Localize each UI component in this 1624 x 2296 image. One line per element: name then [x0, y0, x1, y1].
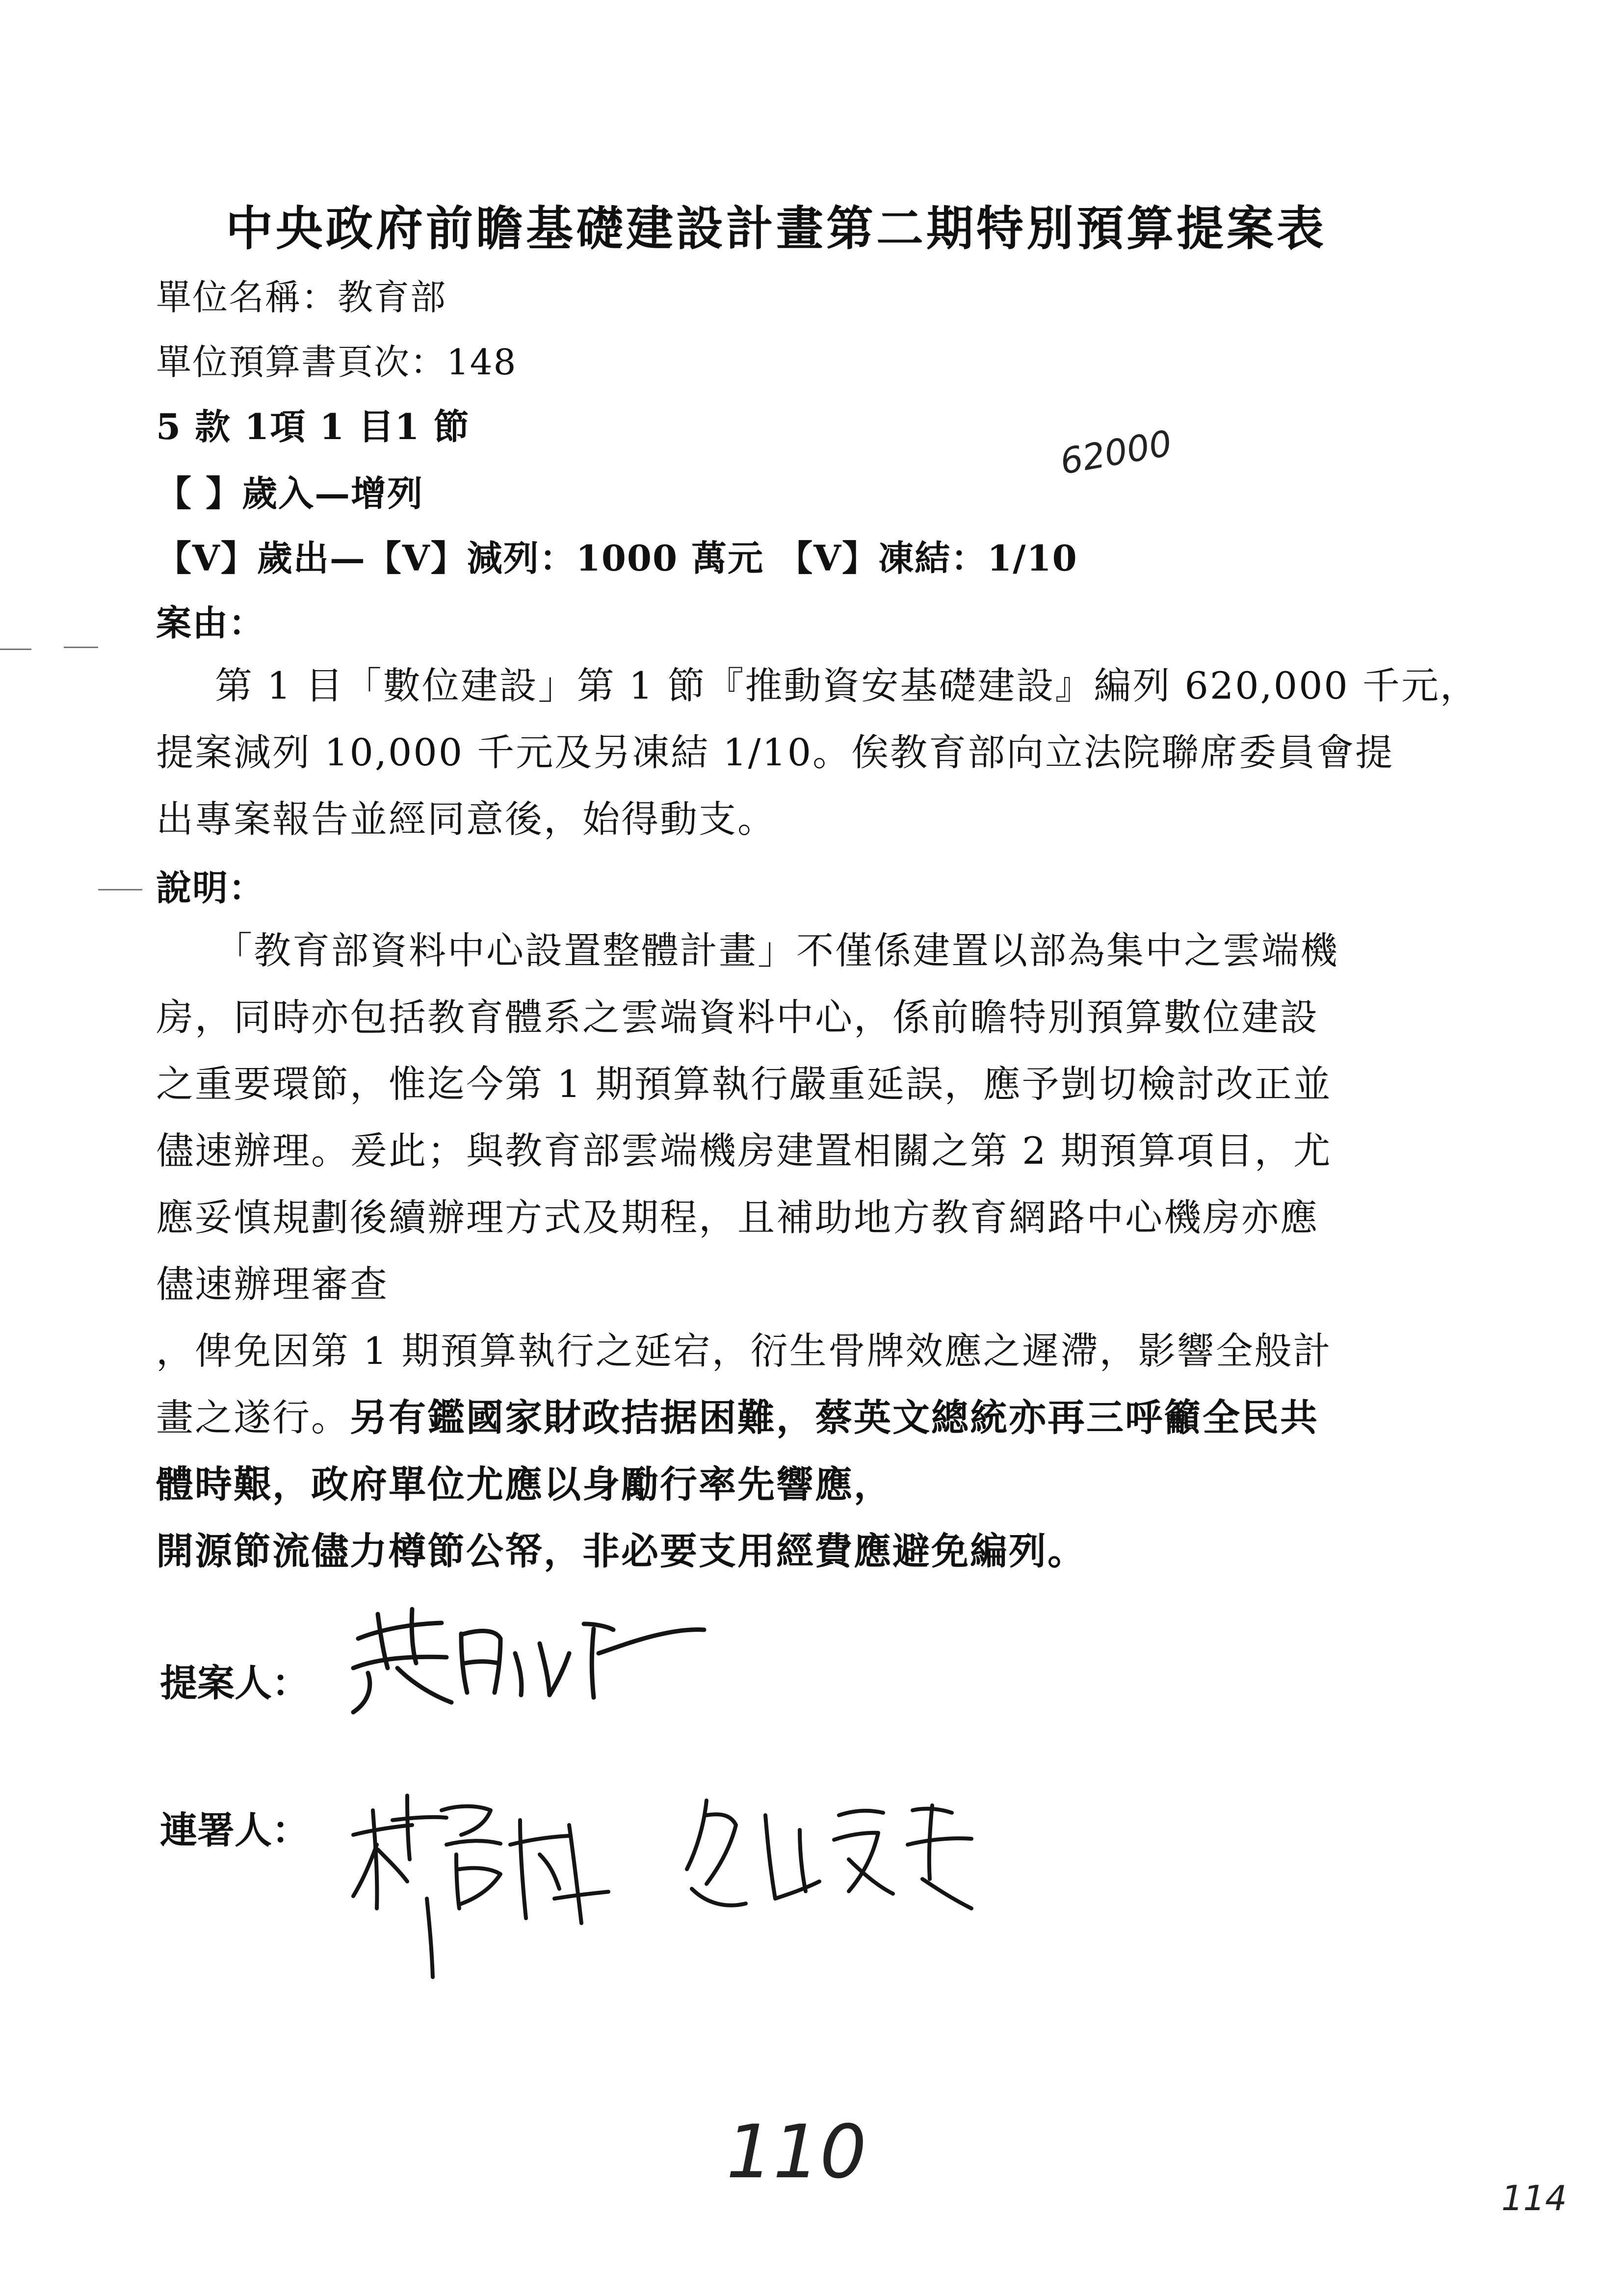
explanation-paragraph: [156, 917, 1500, 1585]
cosigner-label: 連署人：: [160, 1808, 309, 1852]
explanation-line: ，俾免因第 1 期預算執行之延宕，衍生骨牌效應之遲滯，影響全般計: [156, 1329, 1332, 1373]
explanation-bold-line: 體時艱，政府單位尤應以身勵行率先響應，: [156, 1462, 892, 1506]
reason-label: 案由：: [156, 602, 265, 644]
reason-line: 提案減列 10,000 千元及另凍結 1/10。俟教育部向立法院聯席委員會提: [156, 731, 1394, 774]
explanation-line: 儘速辦理審查: [156, 1262, 389, 1306]
cosigner-signature-2: [677, 1786, 1001, 1933]
scan-edge-mark: [64, 647, 98, 648]
reason-line: 出專案報告並經同意後，始得動支。: [156, 797, 776, 841]
explanation-line: 房，同時亦包括教育體系之雲端資料中心，係前瞻特別預算數位建設: [156, 995, 1319, 1039]
scan-edge-mark: [98, 889, 142, 890]
proposer-signature: [339, 1594, 711, 1722]
cosigner-signature-1: [343, 1776, 618, 1982]
scan-edge-mark: [0, 649, 31, 650]
expenditure-line: 【V】歲出—【V】減列：1000 萬元 【V】凍結：1/10: [156, 537, 1078, 579]
explanation-line: 畫之遂行。: [156, 1396, 350, 1439]
revenue-line: 【 】歲入—增列: [156, 472, 424, 514]
corner-number: 114: [1501, 2178, 1567, 2218]
explanation-label: 說明：: [156, 867, 265, 909]
budget-section: 5 款 1項 1 目1 節: [156, 406, 470, 447]
explanation-mixed-line: [156, 1384, 1500, 1451]
explanation-line: 之重要環節，惟迄今第 1 期預算執行嚴重延誤，應予剴切檢討改正並: [156, 1062, 1332, 1106]
explanation-line: 「教育部資料中心設置整體計畫」不僅係建置以部為集中之雲端機: [215, 929, 1339, 972]
reason-paragraph: [156, 652, 1500, 853]
proposer-label: 提案人：: [160, 1661, 309, 1705]
reason-line: 第 1 目「數位建設」第 1 節『推動資安基礎建設』編列 620,000 千元，: [215, 664, 1479, 707]
explanation-line: 儘速辦理。爰此；與教育部雲端機房建置相關之第 2 期預算項目，尤: [156, 1129, 1332, 1173]
explanation-line: 應妥慎規劃後續辦理方式及期程，且補助地方教育網路中心機房亦應: [156, 1196, 1319, 1239]
explanation-bold-line: 另有鑑國家財政拮据困難，蔡英文總統亦再三呼籲全民共: [350, 1396, 1319, 1439]
explanation-bold-line: 開源節流儘力樽節公帑，非必要支用經費應避免編列。: [156, 1529, 1086, 1573]
page-number: 110: [726, 2110, 867, 2195]
unit-name: 單位名稱：教育部: [156, 277, 447, 318]
document-title: 中央政府前瞻基礎建設計畫第二期特別預算提案表: [226, 201, 1327, 256]
handwritten-amount: 62000: [1057, 422, 1175, 483]
budget-page-number: 單位預算書頁次：148: [156, 341, 517, 383]
